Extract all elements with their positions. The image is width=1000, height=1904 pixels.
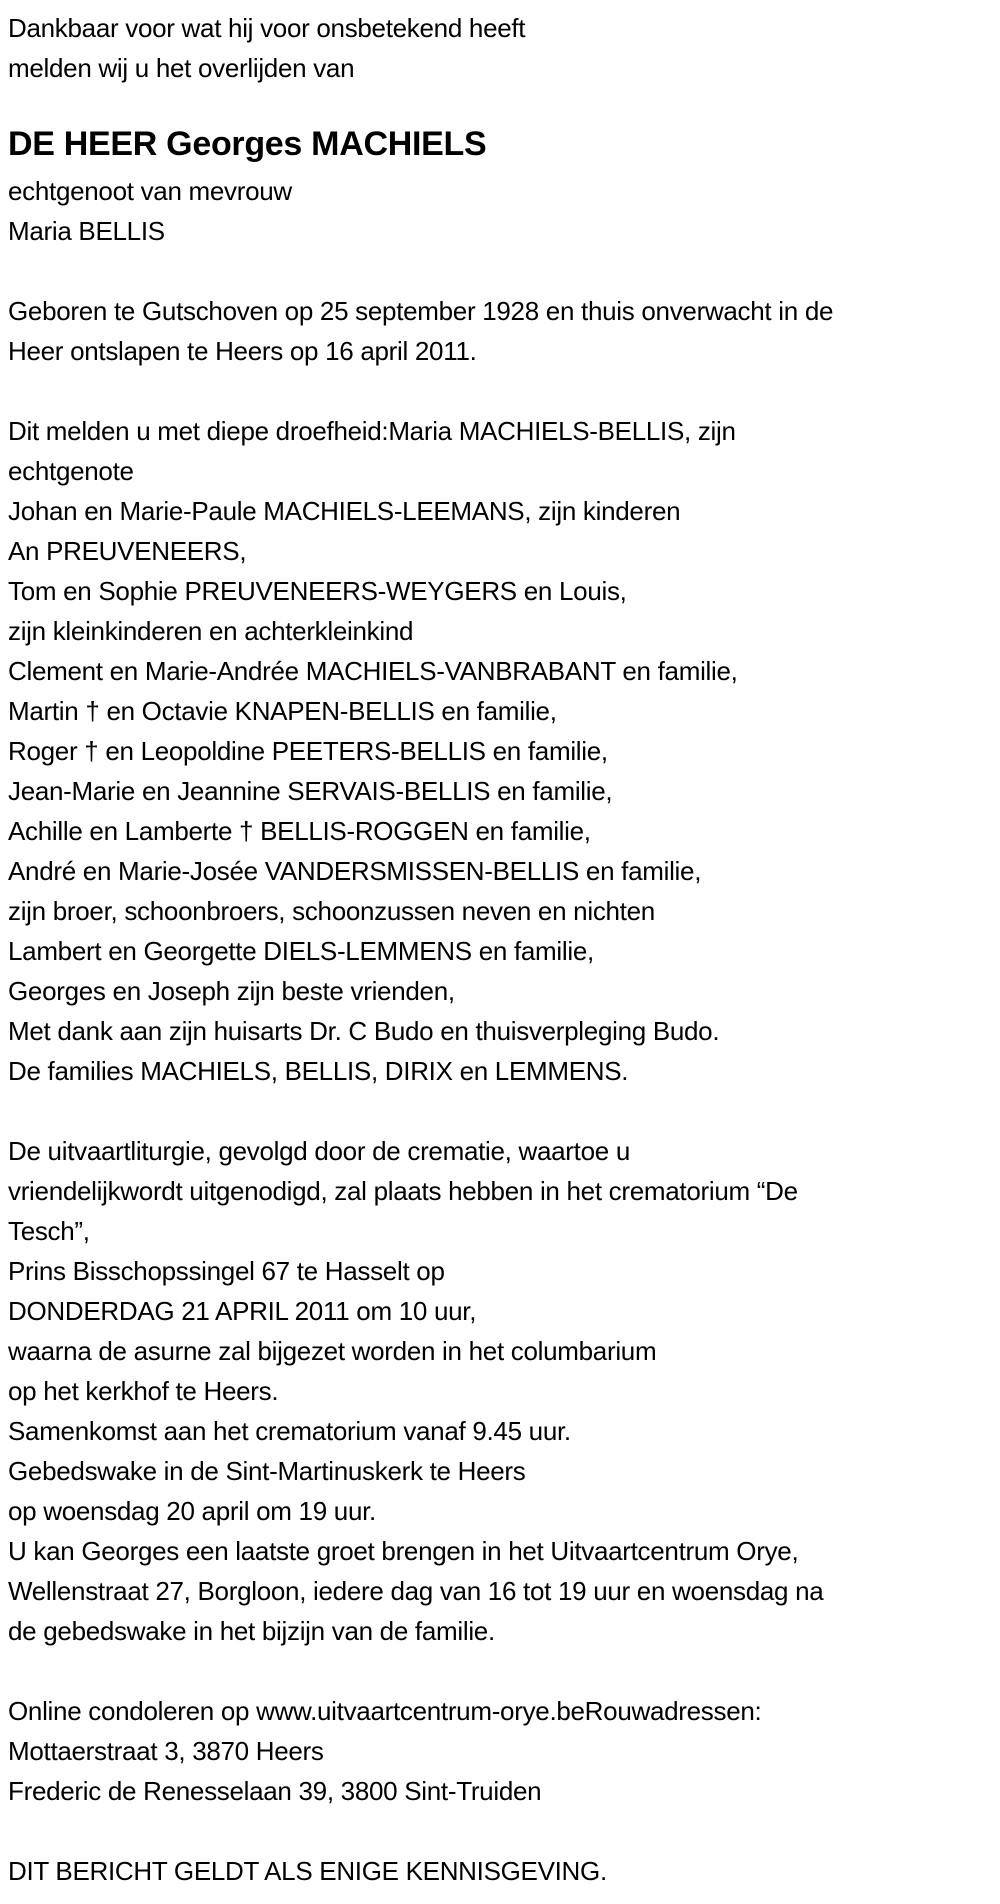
text-line: Geboren te Gutschoven op 25 september 1928 en thuis onverwacht in de [8,296,834,326]
text-line: Prins Bisschopssingel 67 te Hasselt op [8,1256,445,1286]
family-list-paragraph [8,411,994,1091]
intro-paragraph [8,8,994,88]
text-line: Achille en Lamberte † BELLIS-ROGGEN en familie, [8,816,591,846]
condolence-addresses-paragraph [8,1691,994,1811]
text-line: Lambert en Georgette DIELS-LEMMENS en familie, [8,936,594,966]
text-line: Mottaerstraat 3, 3870 Heers [8,1736,324,1766]
text-line: Online condoleren op www.uitvaartcentrum-orye.beRouwadressen: [8,1696,762,1726]
text-line: Dit melden u met diepe droefheid:Maria MACHIELS-BELLIS, zijn [8,416,736,446]
text-line: Maria BELLIS [8,216,165,246]
text-line: Roger † en Leopoldine PEETERS-BELLIS en familie, [8,736,608,766]
text-line: Johan en Marie-Paule MACHIELS-LEEMANS, zijn kinderen [8,496,681,526]
text-line: waarna de asurne zal bijgezet worden in het columbarium [8,1336,657,1366]
spouse-paragraph [8,171,994,251]
text-line: melden wij u het overlijden van [8,53,355,83]
text-line: de gebedswake in het bijzijn van de familie. [8,1616,495,1646]
text-line: DONDERDAG 21 APRIL 2011 om 10 uur, [8,1296,477,1326]
text-line: echtgenote [8,456,134,486]
text-line: Tom en Sophie PREUVENEERS-WEYGERS en Louis, [8,576,627,606]
text-line: André en Marie-Josée VANDERSMISSEN-BELLIS en familie, [8,856,702,886]
text-line: op woensdag 20 april om 19 uur. [8,1496,376,1526]
text-line: Wellenstraat 27, Borgloon, iedere dag van 16 tot 19 uur en woensdag na [8,1576,824,1606]
text-line: U kan Georges een laatste groet brengen in het Uitvaartcentrum Orye, [8,1536,799,1566]
text-line: Tesch”, [8,1216,90,1246]
text-line: vriendelijkwordt uitgenodigd, zal plaats hebben in het crematorium “De [8,1176,798,1206]
text-line: Met dank aan zijn huisarts Dr. C Budo en thuisverpleging Budo. [8,1016,720,1046]
text-line: Clement en Marie-Andrée MACHIELS-VANBRABANT en familie, [8,656,738,686]
text-line: Frederic de Renesselaan 39, 3800 Sint-Truiden [8,1776,542,1806]
text-line: An PREUVENEERS, [8,536,247,566]
text-line: Georges en Joseph zijn beste vrienden, [8,976,455,1006]
text-line: Martin † en Octavie KNAPEN-BELLIS en familie, [8,696,557,726]
text-line: echtgenoot van mevrouw [8,176,292,206]
text-line: zijn kleinkinderen en achterkleinkind [8,616,414,646]
birth-death-paragraph [8,291,994,371]
text-line: Gebedswake in de Sint-Martinuskerk te Heers [8,1456,526,1486]
text-line: De uitvaartliturgie, gevolgd door de crematie, waartoe u [8,1136,630,1166]
text-line: Dankbaar voor wat hij voor onsbetekend heeft [8,13,526,43]
text-line: zijn broer, schoonbroers, schoonzussen neven en nichten [8,896,655,926]
text-line: Heer ontslapen te Heers op 16 april 2011. [8,336,477,366]
text-line: Jean-Marie en Jeannine SERVAIS-BELLIS en familie, [8,776,613,806]
deceased-name-heading: DE HEER Georges MACHIELS [8,125,487,163]
ceremony-details-paragraph [8,1131,994,1651]
closing-notice: DIT BERICHT GELDT ALS ENIGE KENNISGEVING. [8,1856,607,1886]
text-line: De families MACHIELS, BELLIS, DIRIX en LEMMENS. [8,1056,629,1086]
text-line: Samenkomst aan het crematorium vanaf 9.45 uur. [8,1416,571,1446]
text-line: op het kerkhof te Heers. [8,1376,279,1406]
